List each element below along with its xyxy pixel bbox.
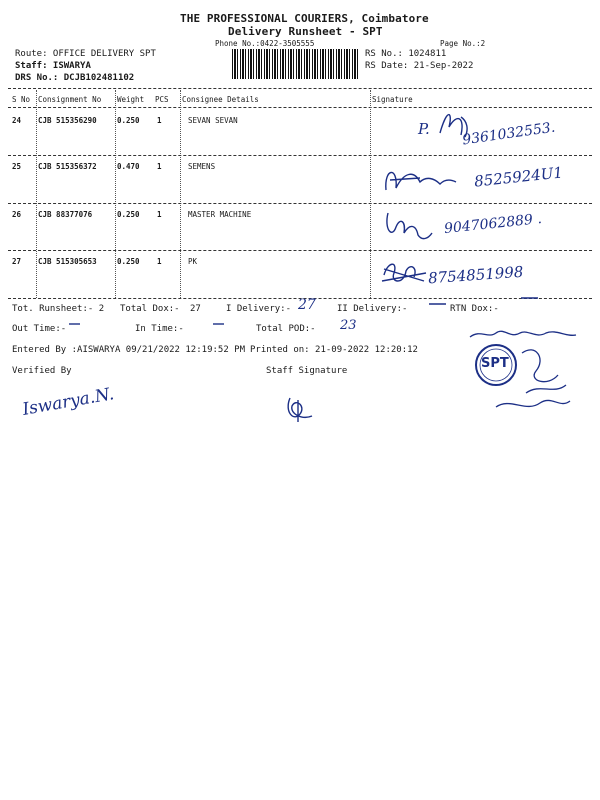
total-pod-label: Total POD:- bbox=[256, 324, 316, 334]
col-weight: Weight bbox=[117, 95, 145, 104]
entered-by: Entered By :AISWARYA 09/21/2022 12:19:52 PM bbox=[12, 345, 245, 355]
total-dox-label: Total Dox:- bbox=[120, 304, 180, 314]
stamp-text: SPT bbox=[481, 356, 509, 371]
dash-mark bbox=[428, 302, 448, 306]
row-phone: 9047062889 . bbox=[443, 210, 543, 238]
barcode bbox=[232, 49, 358, 79]
col-sno: S No bbox=[12, 95, 31, 104]
row-consignee: SEMENS bbox=[188, 162, 216, 171]
dash-mark bbox=[68, 322, 82, 326]
ii-delivery-label: II Delivery:- bbox=[337, 304, 408, 314]
row-weight: 0.250 bbox=[117, 257, 140, 266]
spt-stamp bbox=[466, 323, 586, 433]
staff-label: Staff: ISWARYA bbox=[15, 61, 91, 71]
company-title: THE PROFESSIONAL COURIERS, Coimbatore bbox=[180, 12, 429, 25]
i-delivery-label: I Delivery:- bbox=[226, 304, 292, 314]
row-rule bbox=[8, 203, 592, 204]
row-consignment: CJB 515305653 bbox=[38, 257, 97, 266]
dash-mark bbox=[212, 322, 226, 326]
table-top-rule bbox=[8, 88, 592, 89]
row-sno: 24 bbox=[12, 116, 22, 125]
row-consignment: CJB 515356290 bbox=[38, 116, 97, 125]
row-pcs: 1 bbox=[157, 257, 162, 266]
staff-signature-scribble bbox=[282, 392, 322, 426]
row-rule bbox=[8, 155, 592, 156]
row-consignee: SEVAN SEVAN bbox=[188, 116, 238, 125]
col-sep bbox=[180, 90, 181, 298]
out-time-label: Out Time:- bbox=[12, 324, 67, 334]
in-time-label: In Time:- bbox=[135, 324, 184, 334]
printed-on: Printed on: 21-09-2022 12:20:12 bbox=[250, 345, 418, 355]
total-dox-value: 27 bbox=[190, 304, 201, 314]
row-consignment: CJB 88377076 bbox=[38, 210, 93, 219]
col-consignee: Consignee Details bbox=[182, 95, 259, 104]
row-weight: 0.470 bbox=[117, 162, 140, 171]
phone-number: Phone No.:0422-3505555 bbox=[215, 39, 315, 48]
rs-date: RS Date: 21-Sep-2022 bbox=[365, 61, 474, 71]
row-weight: 0.250 bbox=[117, 116, 140, 125]
col-pcs: PCS bbox=[155, 95, 169, 104]
rs-number: RS No.: 1024811 bbox=[365, 49, 447, 59]
row-sig-initial: P. bbox=[418, 120, 430, 138]
row-pcs: 1 bbox=[157, 116, 162, 125]
verifier-handwriting: Iswarya.N. bbox=[20, 384, 116, 420]
row-sno: 27 bbox=[12, 257, 22, 266]
page-number: Page No.:2 bbox=[440, 39, 486, 48]
row-phone: 9361032553. bbox=[461, 119, 557, 149]
row-consignment: CJB 515356372 bbox=[38, 162, 97, 171]
signature-scribble bbox=[380, 255, 430, 291]
row-phone: 8754851998 bbox=[427, 262, 524, 288]
col-sep bbox=[370, 90, 371, 298]
total-pod-value: 23 bbox=[340, 318, 357, 333]
signature-scribble bbox=[380, 158, 460, 198]
staff-signature-label: Staff Signature bbox=[266, 366, 348, 376]
row-consignee: MASTER MACHINE bbox=[188, 210, 252, 219]
col-consignment: Consignment No bbox=[38, 95, 102, 104]
verified-by-label: Verified By bbox=[12, 366, 72, 376]
row-pcs: 1 bbox=[157, 210, 162, 219]
signature-scribble bbox=[380, 205, 440, 245]
tot-runsheet: Tot. Runsheet:- 2 bbox=[12, 304, 105, 314]
row-pcs: 1 bbox=[157, 162, 162, 171]
row-sno: 26 bbox=[12, 210, 22, 219]
row-consignee: PK bbox=[188, 257, 198, 266]
row-sno: 25 bbox=[12, 162, 22, 171]
row-rule bbox=[8, 250, 592, 251]
i-delivery-value: 27 bbox=[298, 297, 316, 313]
col-signature: Signature bbox=[372, 95, 413, 104]
drs-number: DRS No.: DCJB102481102 bbox=[15, 73, 135, 83]
rtn-dox-label: RTN Dox:- bbox=[450, 304, 499, 314]
runsheet-title: Delivery Runsheet - SPT bbox=[228, 25, 383, 38]
table-header-rule bbox=[8, 107, 592, 108]
row-phone: 8525924U1 bbox=[473, 163, 564, 191]
col-sep bbox=[115, 90, 116, 298]
col-sep bbox=[36, 90, 37, 298]
row-weight: 0.250 bbox=[117, 210, 140, 219]
route-label: Route: OFFICE DELIVERY SPT bbox=[15, 49, 156, 59]
dash-mark bbox=[520, 296, 540, 300]
